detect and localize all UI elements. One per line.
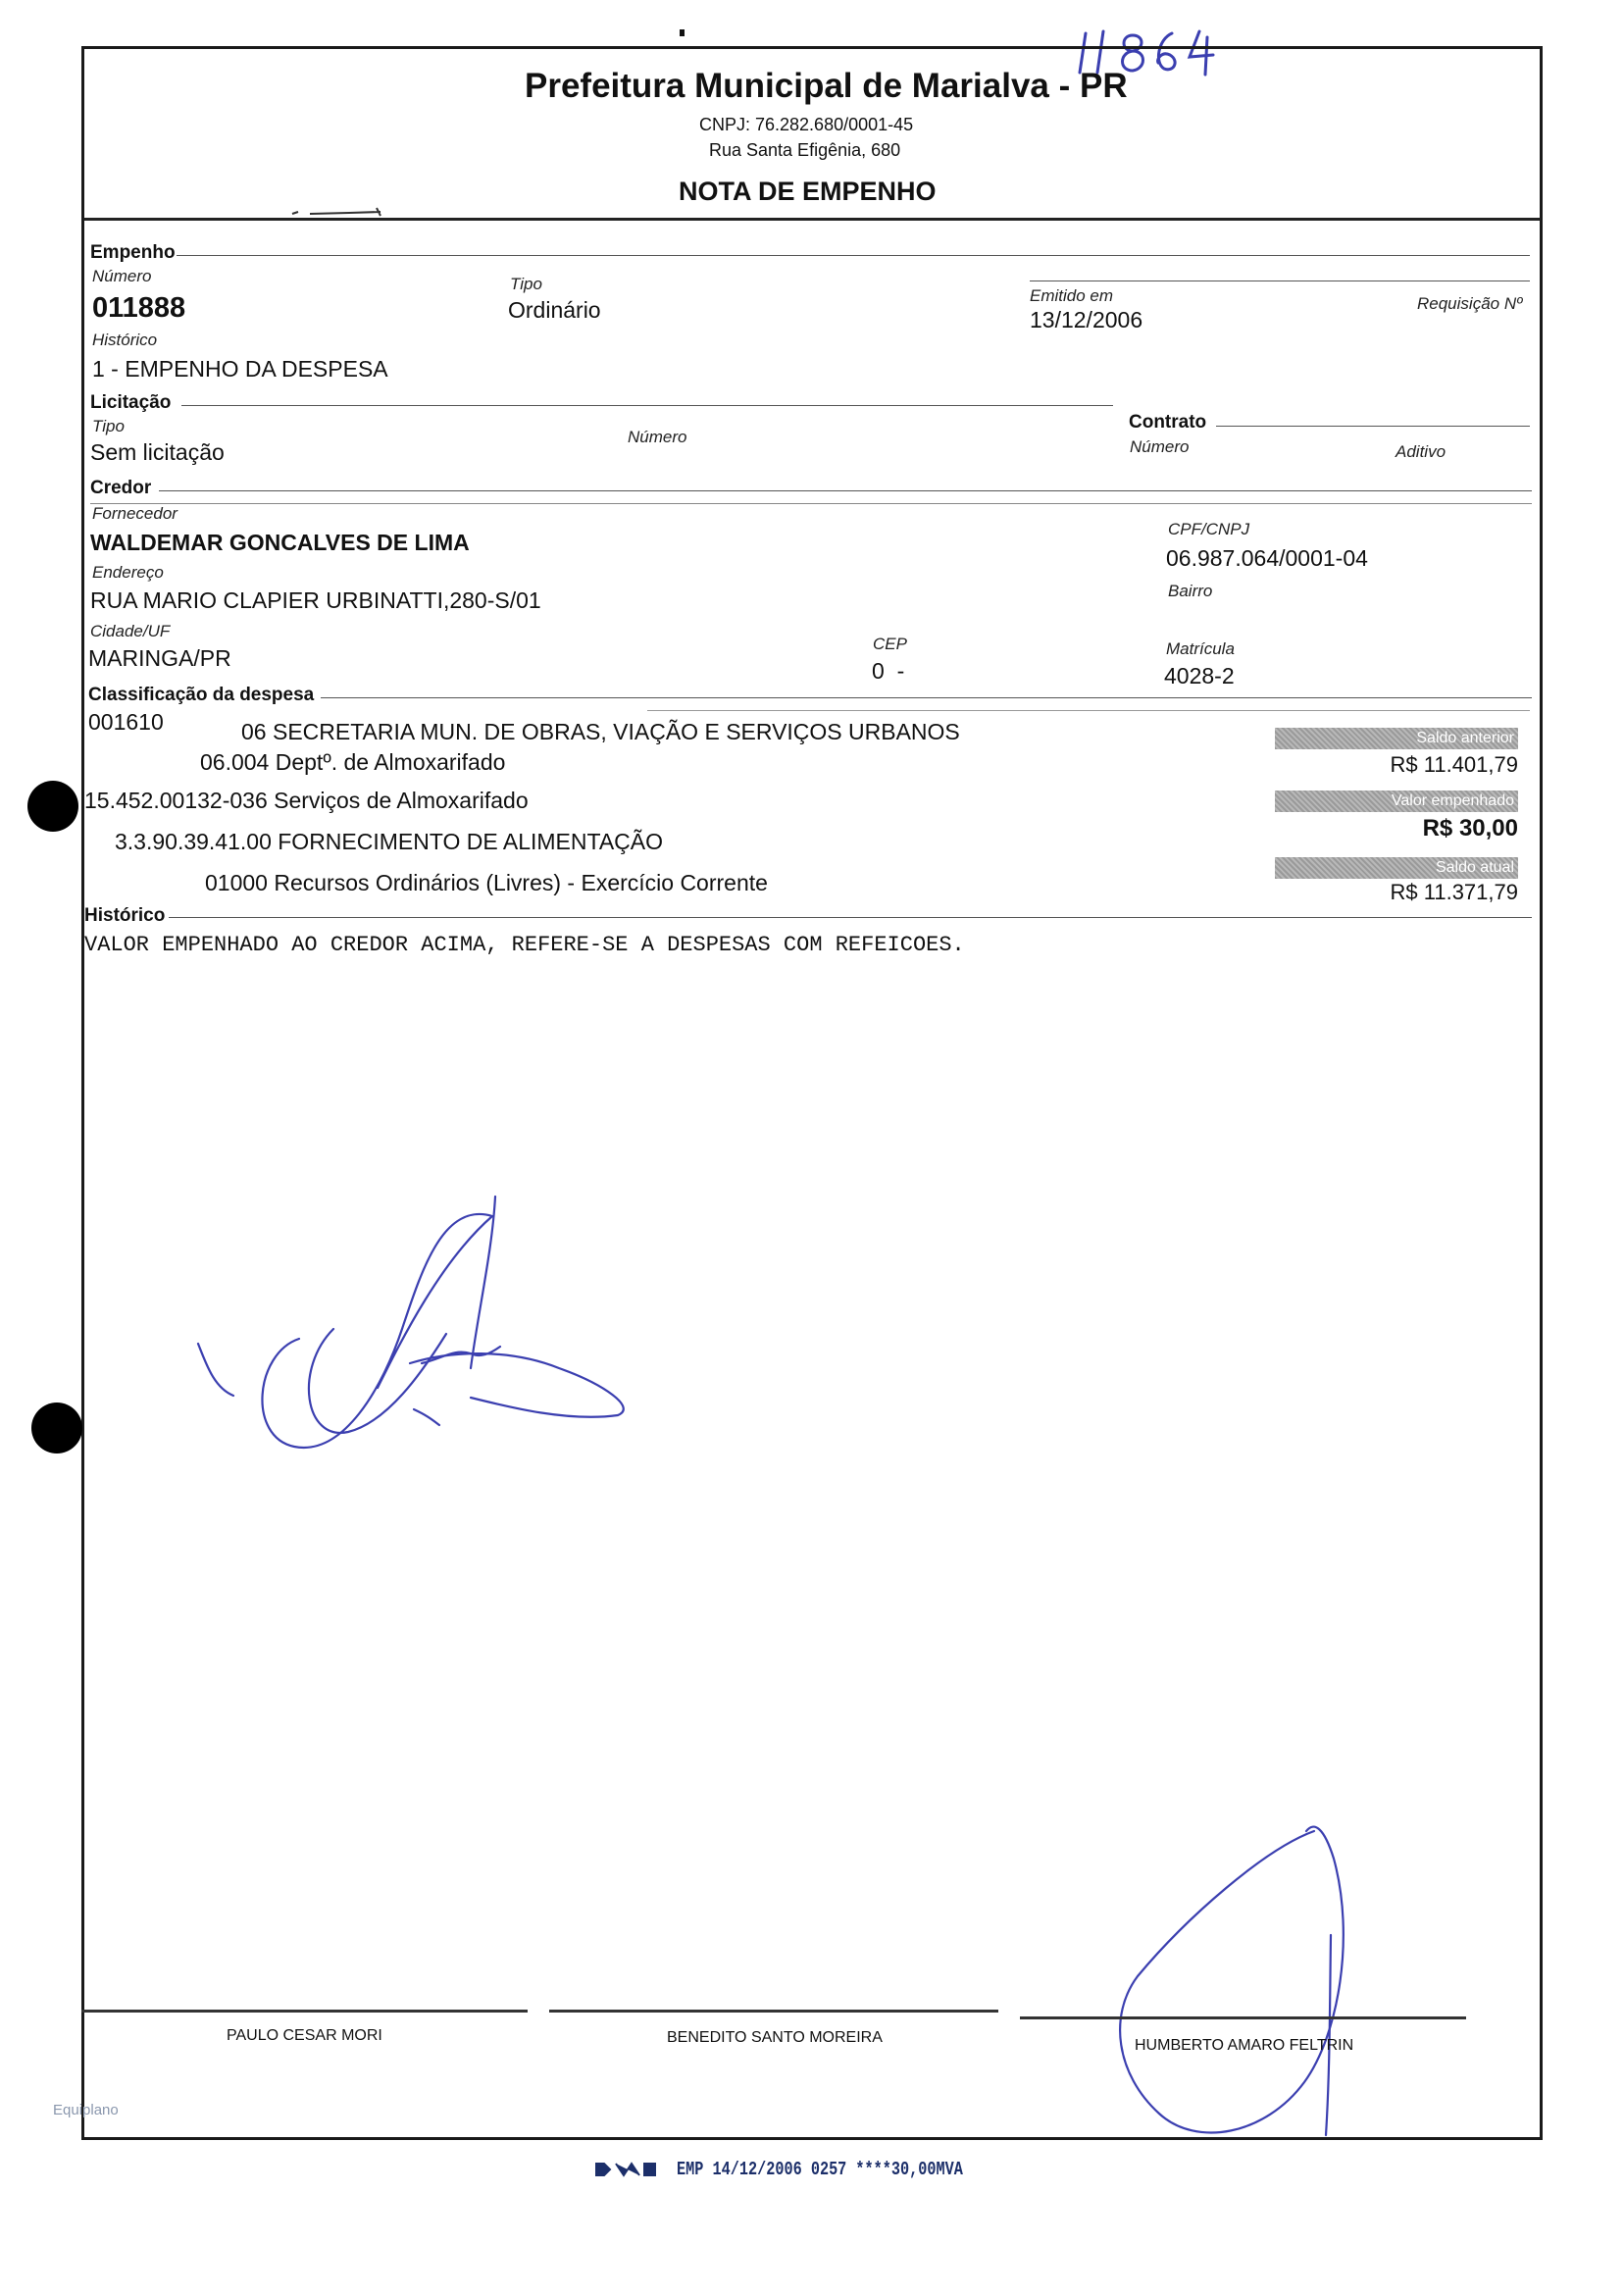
signatory-3: HUMBERTO AMARO FELTRIN <box>1135 2037 1354 2054</box>
section-classificacao-rule <box>321 697 1532 698</box>
valor-empenhado-label: Valor empenhado <box>1275 790 1518 812</box>
signatory-1: PAULO CESAR MORI <box>227 2027 382 2044</box>
fornecedor-name: WALDEMAR GONCALVES DE LIMA <box>90 530 470 555</box>
cep-label: CEP <box>873 635 907 653</box>
requisicao-label: Requisição Nº <box>1417 294 1523 313</box>
cpf-value: 06.987.064/0001-04 <box>1166 545 1368 571</box>
licitacao-numero-label: Número <box>628 428 687 446</box>
class-line-4: 3.3.90.39.41.00 FORNECIMENTO DE ALIMENTAÇÃO <box>115 829 664 854</box>
signature-line-1 <box>81 2010 528 2013</box>
section-licitacao: Licitação <box>90 392 172 413</box>
credor-second-rule <box>90 503 1532 504</box>
empenho-right-rule <box>1030 280 1530 281</box>
licitacao-tipo-label: Tipo <box>92 417 125 435</box>
fornecedor-label: Fornecedor <box>92 504 178 523</box>
section-historico-rule <box>169 917 1532 918</box>
endereco-value: RUA MARIO CLAPIER URBINATTI,280-S/01 <box>90 587 541 613</box>
contrato-aditivo-label: Aditivo <box>1396 442 1446 461</box>
section-credor: Credor <box>90 478 152 498</box>
section-licitacao-rule <box>181 405 1113 406</box>
header-divider <box>84 218 1541 221</box>
cep-value: 0 - <box>872 658 905 684</box>
stamp-logo <box>594 2162 658 2177</box>
historico-text: VALOR EMPENHADO AO CREDOR ACIMA, REFERE-SE A DESPESAS COM REFEICOES. <box>84 933 965 957</box>
signatory-2: BENEDITO SANTO MOREIRA <box>667 2029 883 2046</box>
classificacao-second-rule <box>647 710 1530 711</box>
cpf-label: CPF/CNPJ <box>1168 520 1250 538</box>
empenho-historico: 1 - EMPENHO DA DESPESA <box>92 356 388 382</box>
matricula-label: Matrícula <box>1166 639 1235 658</box>
section-empenho-rule <box>177 255 1530 256</box>
class-line-5: 01000 Recursos Ordinários (Livres) - Exercício Corrente <box>205 870 768 895</box>
saldo-anterior-label: Saldo anterior <box>1275 728 1518 749</box>
section-contrato: Contrato <box>1129 412 1207 433</box>
class-line-2: 06.004 Deptº. de Almoxarifado <box>200 749 506 775</box>
org-cnpj: CNPJ: 76.282.680/0001-45 <box>699 115 914 134</box>
empenho-historico-label: Histórico <box>92 331 158 349</box>
cidade-label: Cidade/UF <box>90 622 171 640</box>
section-empenho: Empenho <box>90 242 176 263</box>
saldo-anterior-value: R$ 11.401,79 <box>1390 752 1518 777</box>
class-line-1-text: 06 SECRETARIA MUN. DE OBRAS, VIAÇÃO E SERVIÇOS URBANOS <box>241 719 960 744</box>
org-address: Rua Santa Efigênia, 680 <box>709 140 901 160</box>
endereco-label: Endereço <box>92 563 164 582</box>
bairro-label: Bairro <box>1168 582 1213 600</box>
software-brand: Equiplano <box>53 2102 119 2118</box>
signature-loop <box>1098 1819 1373 2143</box>
empenho-tipo: Ordinário <box>508 297 601 323</box>
emitido-date: 13/12/2006 <box>1030 307 1143 332</box>
empenho-numero-label: Número <box>92 267 152 285</box>
stray-mark <box>680 29 685 36</box>
valor-empenhado-value: R$ 30,00 <box>1422 815 1518 842</box>
class-line-3: 15.452.00132-036 Serviços de Almoxarifado <box>84 788 529 813</box>
signature-line-3 <box>1020 2016 1466 2019</box>
saldo-atual-value: R$ 11.371,79 <box>1390 880 1518 904</box>
contrato-numero-label: Número <box>1130 437 1190 456</box>
section-classificacao: Classificação da despesa <box>88 685 315 705</box>
emitido-label: Emitido em <box>1030 286 1114 305</box>
cidade-value: MARINGA/PR <box>88 645 231 671</box>
punch-hole-top <box>27 781 78 832</box>
header-mark <box>290 204 388 218</box>
org-name: Prefeitura Municipal de Marialva - PR <box>525 67 1128 105</box>
document-title: NOTA DE EMPENHO <box>679 177 937 206</box>
section-credor-rule <box>159 490 1532 491</box>
empenho-numero: 011888 <box>92 292 186 324</box>
section-contrato-rule <box>1216 426 1530 427</box>
saldo-atual-label: Saldo atual <box>1275 857 1518 879</box>
signature-scribble <box>186 1192 647 1476</box>
payment-stamp: EMP 14/12/2006 0257 ****30,00MVA <box>677 2159 963 2180</box>
class-line-1-code: 001610 <box>88 709 164 735</box>
empenho-tipo-label: Tipo <box>510 275 542 293</box>
licitacao-tipo: Sem licitação <box>90 439 225 465</box>
section-historico: Histórico <box>84 905 166 926</box>
matricula-value: 4028-2 <box>1164 663 1235 688</box>
signature-line-2 <box>549 2010 998 2013</box>
punch-hole-bottom <box>31 1402 82 1454</box>
